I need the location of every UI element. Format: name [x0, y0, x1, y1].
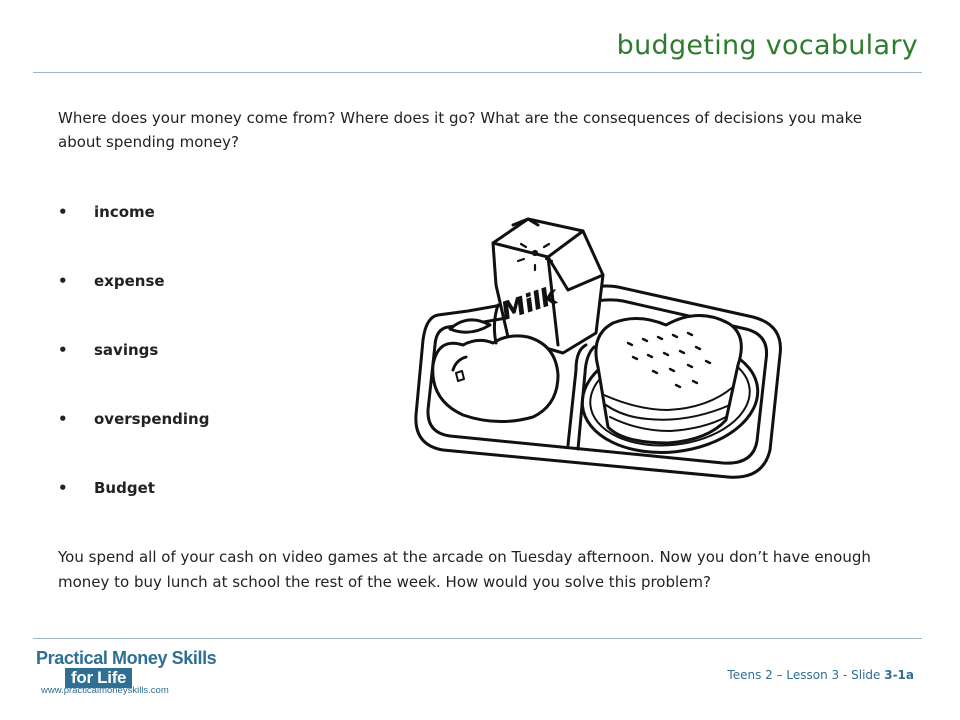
term-label: income: [94, 203, 155, 221]
vocabulary-item-overspending: [58, 407, 209, 476]
vocabulary-item-budget: [58, 476, 209, 545]
vocabulary-item-income: [58, 200, 209, 269]
intro-text: Where does your money come from? Where does it go? What are the consequences of decisions you make about spending money?: [58, 109, 862, 151]
logo-line-1: Practical Money Skills: [36, 648, 217, 668]
bullet-marker: •: [58, 341, 68, 359]
brand-logo: [36, 648, 236, 698]
term-label: expense: [94, 272, 165, 290]
term-label: overspending: [94, 410, 210, 428]
footer-divider: [33, 638, 922, 639]
term-label: savings: [94, 341, 159, 359]
vocabulary-item-savings: [58, 338, 209, 407]
logo-line-2: for Life: [65, 668, 132, 688]
bullet-marker: •: [58, 203, 68, 221]
bullet-marker: •: [58, 272, 68, 290]
logo-url: www.practicalmoneyskills.com: [41, 685, 169, 696]
slide-number: 3-1a: [884, 668, 914, 682]
slide-reference: [727, 668, 914, 682]
bullet-marker: •: [58, 410, 68, 428]
vocabulary-list: [58, 200, 209, 545]
bullet-marker: •: [58, 479, 68, 497]
scenario-text: You spend all of your cash on video games at the arcade on Tuesday afternoon. Now you don’t have enough money to buy lunch at school the rest of the week. How would you solve this problem?: [58, 548, 871, 591]
slide-title: budgeting vocabulary: [616, 30, 918, 61]
milk-label: Milk: [498, 281, 561, 326]
lunch-tray-icon: [408, 205, 788, 480]
term-label: Budget: [94, 479, 155, 497]
header-divider: [33, 72, 922, 73]
slide-label: Teens 2 – Lesson 3 - Slide: [727, 668, 885, 682]
vocabulary-item-expense: [58, 269, 209, 338]
